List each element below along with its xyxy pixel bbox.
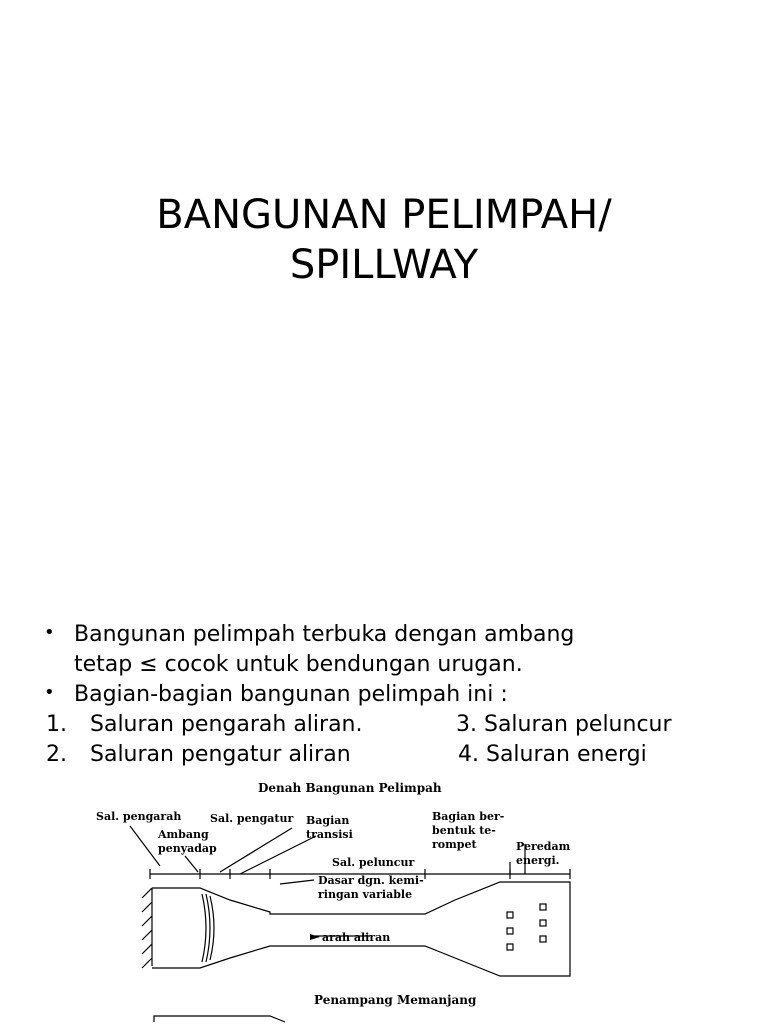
label-sal-pengatur: Sal. pengatur — [210, 812, 294, 825]
label-dasar-1: Dasar dgn. kemi- — [318, 874, 424, 887]
label-ambang-2: penyadap — [158, 842, 217, 855]
label-arah-aliran: arah aliran — [322, 931, 391, 944]
numbered-item-1 — [44, 710, 744, 740]
numbered-item-2-number: 2. — [46, 742, 67, 767]
label-sal-peluncur: Sal. peluncur — [332, 856, 415, 869]
bullet-1-line-1: Bangunan pelimpah terbuka dengan ambang — [74, 622, 575, 647]
spillway-diagram — [70, 776, 610, 1024]
numbered-item-1-right: 3. Saluran peluncur — [456, 712, 672, 737]
numbered-item-1-left: Saluran pengarah aliran. — [90, 712, 363, 737]
label-ambang-1: Ambang — [158, 828, 209, 841]
bullet-1-symbol: ≤ — [139, 652, 158, 677]
bullet-1-line-2a: tetap — [74, 652, 140, 677]
slide-title-line-1: BANGUNAN PELIMPAH/ — [156, 192, 612, 238]
label-sal-pengarah: Sal. pengarah — [96, 810, 182, 823]
label-peredam-1: Peredam — [516, 840, 571, 853]
numbered-item-1-number: 1. — [46, 712, 67, 737]
section-title: Penampang Memanjang — [314, 993, 477, 1007]
bullet-item-1 — [44, 620, 744, 680]
numbered-item-2-left: Saluran pengatur aliran — [90, 742, 351, 767]
slide-title-line-2: SPILLWAY — [289, 242, 479, 288]
label-bagian-transisi-1: Bagian — [306, 814, 350, 827]
bullet-item-2 — [44, 680, 744, 710]
label-bagian-berbentuk-1: Bagian ber- — [432, 810, 505, 823]
label-dasar-2: ringan variable — [318, 888, 413, 901]
slide-title — [0, 190, 768, 290]
label-bagian-transisi-2: transisi — [306, 828, 353, 841]
numbered-item-2-right: 4. Saluran energi — [458, 742, 647, 767]
label-bagian-berbentuk-3: rompet — [432, 838, 477, 851]
label-peredam-2: energi. — [516, 854, 560, 867]
label-bagian-berbentuk-2: bentuk te- — [432, 824, 496, 837]
bullet-dot-icon: • — [44, 682, 55, 703]
bullet-2-text: Bagian-bagian bangunan pelimpah ini : — [74, 682, 508, 707]
plan-title: Denah Bangunan Pelimpah — [258, 781, 442, 795]
bullet-1-line-2b: cocok untuk bendungan urugan. — [157, 652, 523, 677]
numbered-item-2 — [44, 740, 744, 770]
bullet-dot-icon: • — [44, 622, 55, 643]
bullet-list — [44, 620, 744, 770]
